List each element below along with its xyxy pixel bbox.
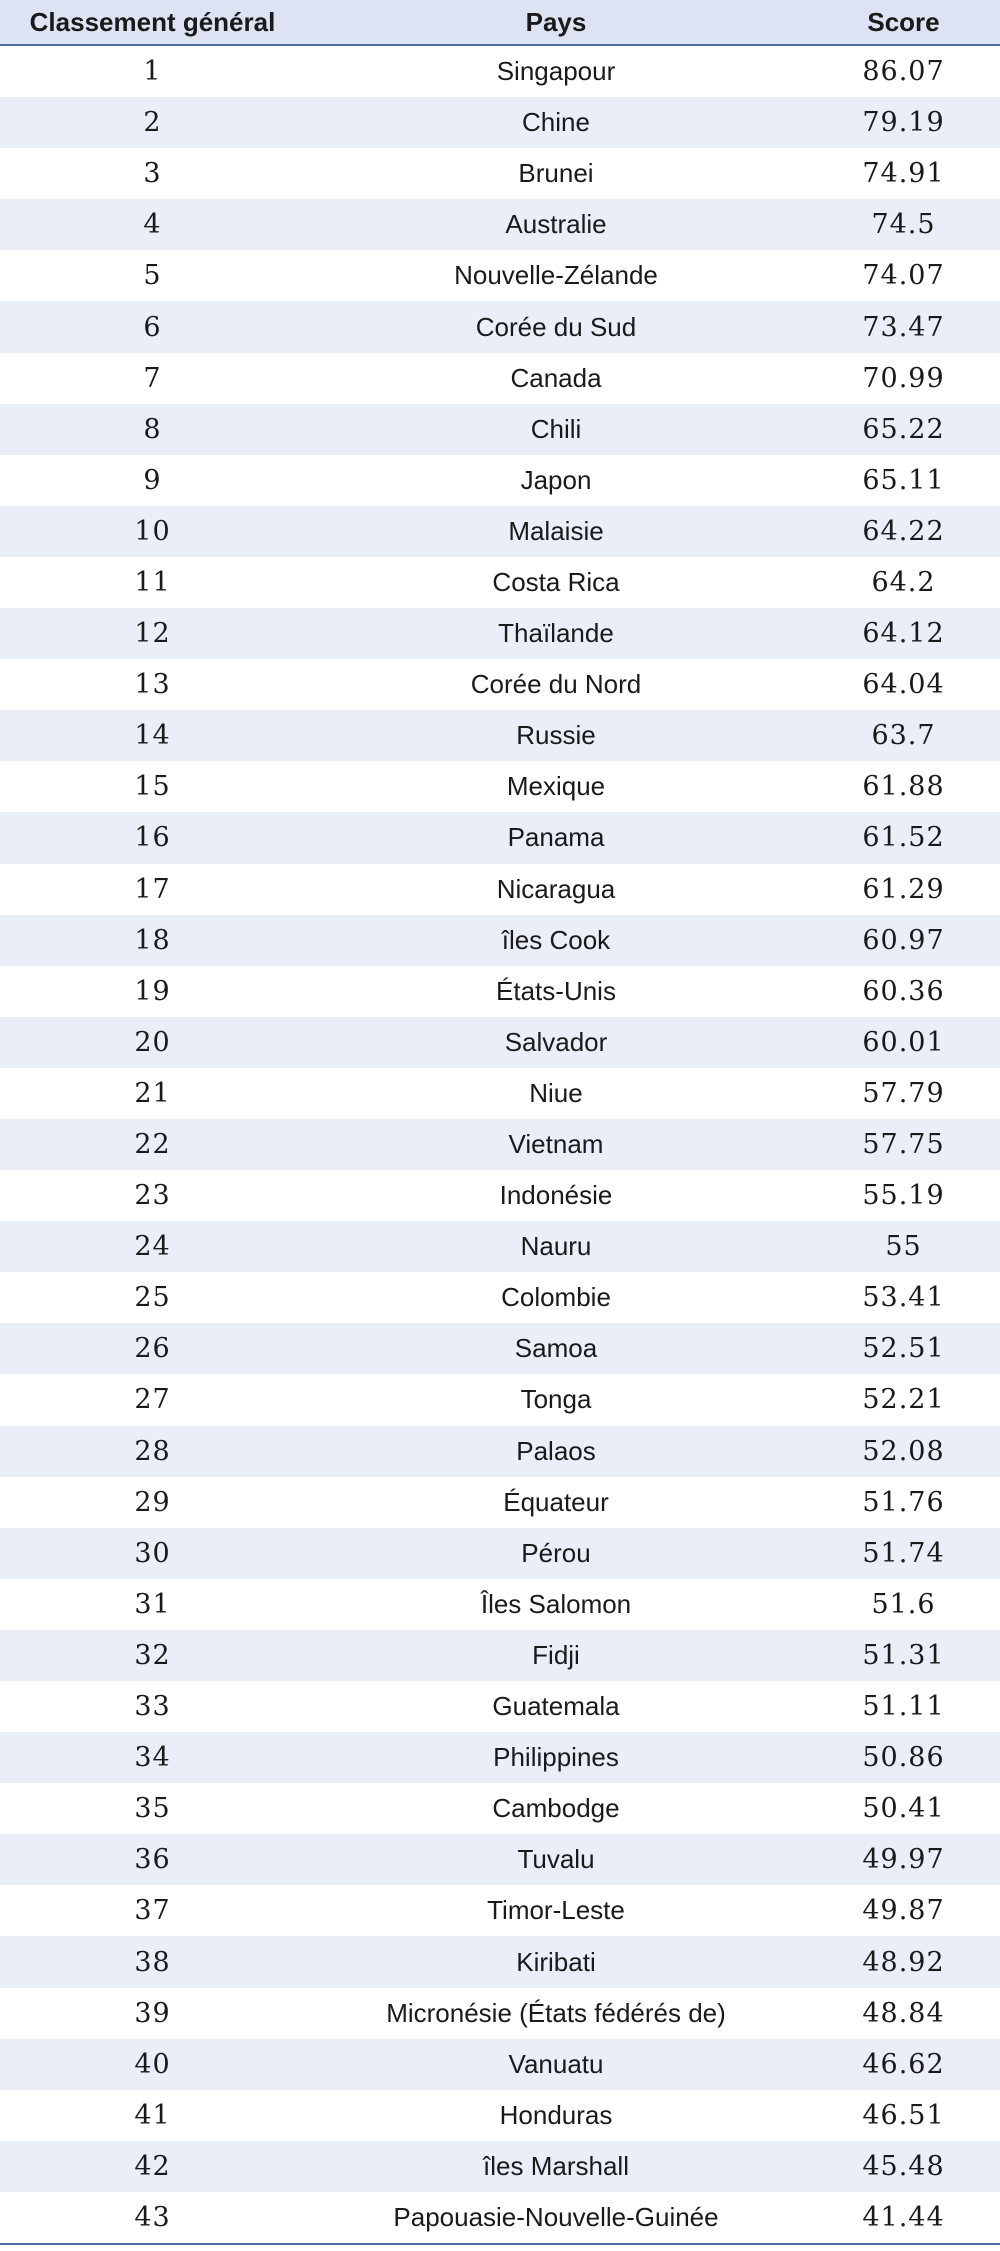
table-row [0,710,1000,761]
table-row [0,1579,1000,1630]
rank-cell: 33 [134,1691,171,1723]
table-row [0,659,1000,710]
country-cell: Îles Salomon [480,1588,632,1619]
rank-cell: 27 [134,1384,171,1416]
table-row [0,1936,1000,1987]
rank-cell: 41 [134,2099,171,2131]
country-cell: Chine [522,107,590,138]
score-cell: 57.79 [862,1077,945,1109]
score-cell: 61.88 [862,771,945,803]
table-row [0,1374,1000,1425]
table-header [0,0,1000,46]
country-cell: Timor-Leste [487,1895,625,1926]
country-cell: Malaisie [508,515,604,546]
table-row [0,1221,1000,1272]
score-cell: 64.04 [862,669,945,701]
table-row [0,148,1000,199]
table-row [0,1834,1000,1885]
score-cell: 64.22 [862,515,945,547]
header-country: Pays [525,7,587,37]
score-cell: 46.51 [862,2099,945,2131]
table-row [0,1783,1000,1834]
score-cell: 64.12 [862,618,945,650]
country-cell: Vanuatu [508,2048,604,2079]
country-cell: Cambodge [492,1793,620,1824]
country-cell: Brunei [518,158,594,189]
score-cell: 55.19 [862,1180,945,1212]
score-cell: 60.97 [862,924,945,956]
table-row [0,250,1000,301]
rank-cell: 30 [134,1537,171,1569]
score-cell: 63.7 [871,720,936,752]
rank-cell: 32 [134,1639,171,1671]
country-cell: Tuvalu [517,1844,595,1875]
table-row [0,2039,1000,2090]
rank-cell: 2 [143,107,162,139]
rank-cell: 40 [134,2048,171,2080]
score-cell: 48.84 [862,1997,945,2029]
table-row [0,455,1000,506]
score-cell: 51.76 [862,1486,945,1518]
rank-cell: 34 [134,1742,171,1774]
country-cell: Canada [510,362,602,393]
rank-cell: 8 [143,413,162,445]
score-cell: 60.36 [862,975,945,1007]
country-cell: Russie [516,720,596,751]
rank-cell: 21 [134,1077,171,1109]
rank-cell: 16 [134,822,171,854]
country-cell: Samoa [514,1333,598,1364]
country-cell: îles Cook [501,924,611,955]
table-row [0,506,1000,557]
score-cell: 48.92 [862,1946,945,1978]
score-cell: 86.07 [862,56,945,88]
table-row [0,1323,1000,1374]
score-cell: 50.41 [862,1793,945,1825]
table-row [0,1528,1000,1579]
rank-cell: 24 [134,1231,171,1263]
table-row [0,1170,1000,1221]
score-cell: 51.31 [862,1639,945,1671]
country-cell: Papouasie-Nouvelle-Guinée [393,2201,719,2232]
rank-cell: 20 [134,1026,171,1058]
score-cell: 70.99 [862,362,945,394]
score-cell: 52.08 [862,1435,945,1467]
country-cell: Singapour [496,56,616,87]
score-cell: 64.2 [871,566,936,598]
score-cell: 49.97 [862,1844,945,1876]
score-cell: 51.6 [871,1588,936,1620]
table-row [0,864,1000,915]
score-cell: 65.22 [862,413,945,445]
country-cell: Palaos [516,1435,596,1466]
rank-cell: 9 [143,464,162,496]
country-cell: Panama [507,822,605,853]
score-cell: 61.52 [862,822,945,854]
country-cell: Salvador [504,1026,608,1057]
rank-cell: 28 [134,1435,171,1467]
rank-cell: 25 [134,1282,171,1314]
table-row [0,2141,1000,2192]
rank-cell: 38 [134,1946,171,1978]
table-row [0,1119,1000,1170]
table-row [0,353,1000,404]
country-cell: Pérou [521,1537,591,1568]
rank-cell: 19 [134,975,171,1007]
rank-cell: 17 [134,873,171,905]
table-row [0,301,1000,352]
table-bottom-rule [0,2243,1000,2245]
rank-cell: 11 [134,566,171,598]
rank-cell: 10 [134,515,171,547]
rank-cell: 5 [143,260,162,292]
country-cell: Corée du Sud [475,311,637,342]
score-cell: 73.47 [862,311,945,343]
table-row [0,199,1000,250]
table-row [0,761,1000,812]
rank-cell: 31 [134,1588,171,1620]
score-cell: 74.5 [871,209,936,241]
score-cell: 61.29 [862,873,945,905]
table-row [0,97,1000,148]
country-cell: Nauru [520,1231,592,1262]
header-score: Score [867,7,940,37]
country-cell: Indonésie [499,1180,613,1211]
score-cell: 65.11 [862,464,945,496]
country-cell: Nicaragua [496,873,616,904]
rank-cell: 43 [134,2201,171,2233]
country-cell: îles Marshall [483,2150,629,2181]
country-cell: Mexique [506,771,606,802]
country-cell: Nouvelle-Zélande [454,260,658,291]
score-cell: 55 [885,1231,922,1263]
score-cell: 57.75 [862,1129,945,1161]
country-cell: États-Unis [496,975,616,1006]
rank-cell: 4 [143,209,162,241]
rank-cell: 13 [134,669,171,701]
rank-cell: 3 [143,158,162,190]
table-row [0,1426,1000,1477]
rank-cell: 7 [143,362,162,394]
score-cell: 41.44 [862,2201,945,2233]
table-row [0,812,1000,863]
table-row [0,1477,1000,1528]
table-row [0,915,1000,966]
country-cell: Guatemala [492,1691,620,1722]
country-cell: Thaïlande [498,618,614,649]
table-row [0,1272,1000,1323]
score-cell: 51.74 [862,1537,945,1569]
score-cell: 74.07 [862,260,945,292]
country-cell: Philippines [493,1742,619,1773]
rank-cell: 18 [134,924,171,956]
table-row [0,2090,1000,2141]
score-cell: 53.41 [862,1282,945,1314]
table-row [0,1068,1000,1119]
table-row [0,404,1000,455]
table-row [0,1630,1000,1681]
rank-cell: 22 [134,1129,171,1161]
country-cell: Niue [529,1077,583,1108]
country-cell: Vietnam [508,1129,604,1160]
rank-cell: 12 [134,618,171,650]
table-row [0,966,1000,1017]
score-cell: 60.01 [862,1026,945,1058]
country-cell: Équateur [503,1486,609,1517]
rank-cell: 15 [134,771,171,803]
table-row [0,1988,1000,2039]
table-row [0,1732,1000,1783]
country-cell: Tonga [520,1384,592,1415]
table-row [0,1885,1000,1936]
rank-cell: 39 [134,1997,171,2029]
score-cell: 45.48 [862,2150,945,2182]
rank-cell: 1 [143,56,162,88]
country-cell: Honduras [499,2099,613,2130]
rank-cell: 26 [134,1333,171,1365]
rank-cell: 36 [134,1844,171,1876]
score-cell: 74.91 [862,158,945,190]
score-cell: 49.87 [862,1895,945,1927]
table-row [0,2192,1000,2243]
rank-cell: 14 [134,720,171,752]
score-cell: 79.19 [862,107,945,139]
rank-cell: 6 [143,311,162,343]
rank-cell: 23 [134,1180,171,1212]
rank-cell: 29 [134,1486,171,1518]
country-cell: Colombie [501,1282,611,1313]
score-cell: 52.51 [862,1333,945,1365]
country-cell: Chili [530,413,582,444]
score-cell: 46.62 [862,2048,945,2080]
table-row [0,46,1000,97]
table-row [0,608,1000,659]
country-cell: Costa Rica [492,566,620,597]
country-cell: Fidji [532,1639,580,1670]
country-cell: Corée du Nord [470,669,642,700]
country-cell: Micronésie (États fédérés de) [386,1997,726,2028]
country-cell: Australie [505,209,607,240]
rank-cell: 42 [134,2150,171,2182]
score-cell: 50.86 [862,1742,945,1774]
score-cell: 51.11 [862,1691,945,1723]
country-cell: Japon [520,464,592,495]
table-body [0,46,1000,2243]
rank-cell: 35 [134,1793,171,1825]
table-row [0,1017,1000,1068]
header-rank: Classement général [29,7,276,37]
table-row [0,1681,1000,1732]
country-cell: Kiribati [516,1946,596,1977]
score-cell: 52.21 [862,1384,945,1416]
rank-cell: 37 [134,1895,171,1927]
table-row [0,557,1000,608]
